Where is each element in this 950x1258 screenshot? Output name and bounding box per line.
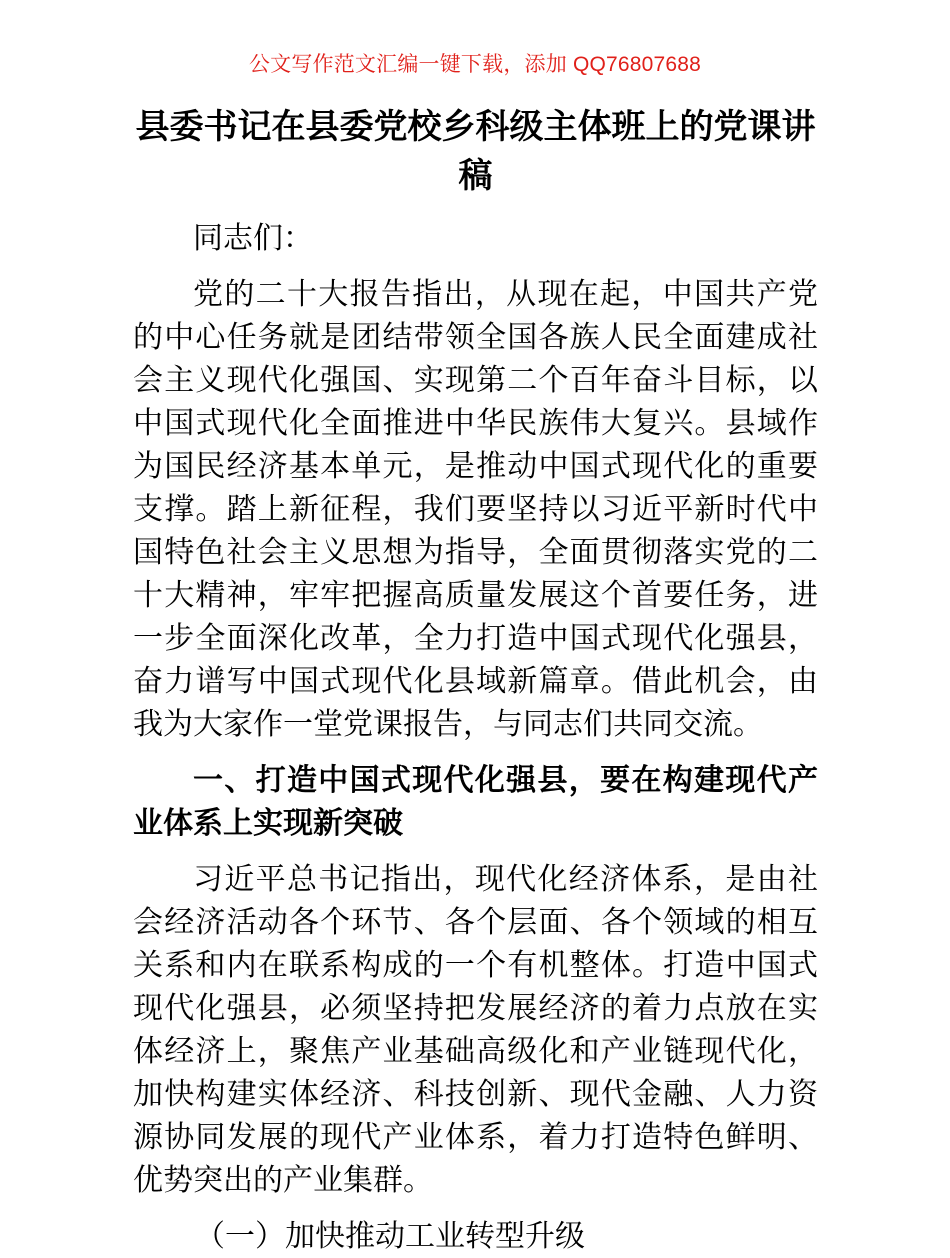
section-heading-1: 一、打造中国式现代化强县，要在构建现代产业体系上实现新突破	[133, 764, 818, 840]
salutation: 同志们：	[193, 222, 313, 255]
body-paragraph-1: 党的二十大报告指出，从现在起，中国共产党的中心任务就是团结带领全国各族人民全面建成社会主义现代化强国、实现第二个百年奋斗目标，以中国式现代化全面推进中华民族伟大复兴。县域作为国民经济基本单元，是推动中国式现代化的重要支撑。踏上新征程，我们要坚持以习近平新时代中国特色社会主义思想为指导，全面贯彻落实党的二十大精神，牢牢把握高质量发展这个首要任务，进一步全面深化改革，全力打造中国式现代化强县，奋力谱写中国式现代化县域新篇章。借此机会，由我为大家作一堂党课报告，与同志们共同交流。	[133, 278, 818, 741]
body-paragraph-2: 习近平总书记指出，现代化经济体系，是由社会经济活动各个环节、各个层面、各个领域的相互关系和内在联系构成的一个有机整体。打造中国式现代化强县，必须坚持把发展经济的着力点放在实体经济上，聚焦产业基础高级化和产业链现代化，加快构建实体经济、科技创新、现代金融、人力资源协同发展的现代产业体系，着力打造特色鲜明、优势突出的产业集群。	[133, 863, 818, 1197]
page-header	[0, 0, 950, 100]
document-content	[133, 103, 818, 1258]
page-title: 县委书记在县委党校乡科级主体班上的党课讲稿	[135, 108, 816, 195]
subsection-heading-1: （一）加快推动工业转型升级	[195, 1220, 585, 1253]
promo-watermark-text: 公文写作范文汇编一键下载，添加 QQ76807688	[248, 53, 702, 76]
